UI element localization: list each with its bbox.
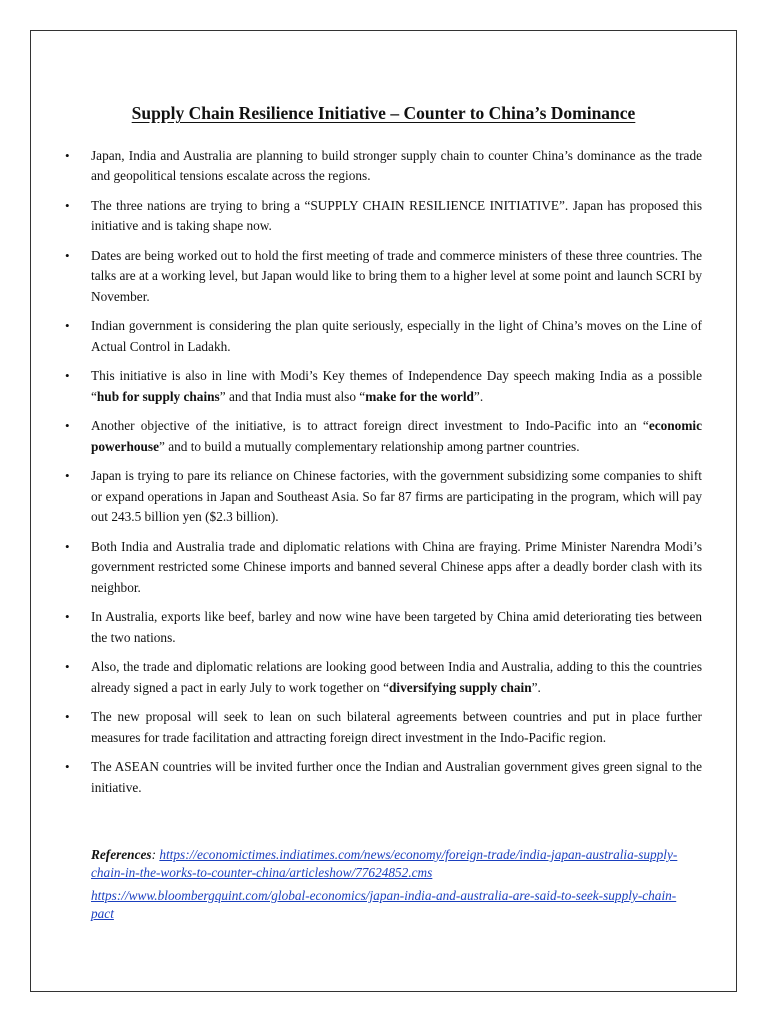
bullet-item-11 [62,707,702,748]
bullet-item-3 [62,246,702,307]
bullet-item-4 [62,316,702,357]
bullet-text-mid: ” and that India must also “ [219,388,366,404]
bold-phrase: make for the world [365,388,474,404]
bullet-text: Japan is trying to pare its reliance on Chinese factories, with the government subsidizing some companies to shift or expand operations in Japan and Southeast Asia. So far 87 firms are participating in the program, which will pay out 243.5 billion yen ($2.3 billion). [91,468,702,525]
references-separator: : [151,847,160,862]
bullet-item-9 [62,607,702,648]
bold-phrase: hub for supply chains [96,388,220,404]
reference-line-2 [91,887,681,922]
bold-phrase: diversifying supply chain [388,679,532,695]
bullet-text-pre: Another objective of the initiative, is to attract foreign direct investment to Indo-Pacific into an “ [91,418,649,434]
bullet-item-5 [62,366,702,407]
bullet-text: In Australia, exports like beef, barley and now wine have been targeted by China amid deteriorating ties between the two nations. [91,609,702,645]
bullet-text-post: ”. [531,679,541,695]
bullet-text: The three nations are trying to bring a “SUPPLY CHAIN RESILIENCE INITIATIVE”. Japan has proposed this initiative and is taking shape now. [91,198,702,234]
bullet-item-1 [62,146,702,187]
bullet-item-6 [62,416,702,457]
bullet-item-7 [62,466,702,527]
bullet-text: Indian government is considering the plan quite seriously, especially in the light of China’s moves on the Line of Actual Control in Ladakh. [91,318,702,354]
bullet-text-post: ”. [473,388,484,404]
bold-phrase: economic powerhouse [91,418,702,454]
bullet-item-12 [62,757,702,798]
bullet-text-post: ” and to build a mutually complementary relationship among partner countries. [158,438,580,454]
bullet-text: The ASEAN countries will be invited further once the Indian and Australian government gives green signal to the initiative. [91,759,702,795]
reference-link-2[interactable]: https://www.bloombergquint.com/global-economics/japan-india-and-australia-are-said-to-seek-supply-chain-pact [91,888,677,921]
bullet-item-10 [62,657,702,698]
references-section [91,846,681,928]
bullet-text-pre: This initiative is also in line with Modi’s Key themes of Independence Day speech making India as a possible “ [91,368,702,404]
document-title: Supply Chain Resilience Initiative – Counter to China’s Dominance [131,103,636,123]
reference-link-1[interactable]: https://economictimes.indiatimes.com/news/economy/foreign-trade/india-japan-australia-supply-chain-in-the-works-to-counter-china/articleshow/77624852.cms [91,847,678,880]
references-label: References [91,847,152,862]
bullet-text: Both India and Australia trade and diplomatic relations with China are fraying. Prime Minister Narendra Modi’s government restricted some Chinese imports and banned several Chinese apps after a deadly border clash with its neighbor. [91,538,702,595]
bullet-text: Japan, India and Australia are planning to build stronger supply chain to counter China’s dominance as the trade and geopolitical tensions escalate across the regions. [91,148,702,184]
bullet-text-pre: Also, the trade and diplomatic relations are looking good between India and Australia, adding to this the countries already signed a pact in early July to work together on “ [91,659,702,695]
bullet-text: Dates are being worked out to hold the first meeting of trade and commerce ministers of these three countries. The talks are at a working level, but Japan would like to bring them to a higher level at some point and launch SCRI by November. [91,248,702,304]
bullet-list [62,146,702,807]
bullet-text: The new proposal will seek to lean on such bilateral agreements between countries and put in place further measures for trade facilitation and attracting foreign direct investment in the Indo-Pacific region. [91,709,702,745]
reference-line-1 [91,846,681,881]
bullet-item-8 [62,537,702,598]
bullet-item-2 [62,196,702,237]
